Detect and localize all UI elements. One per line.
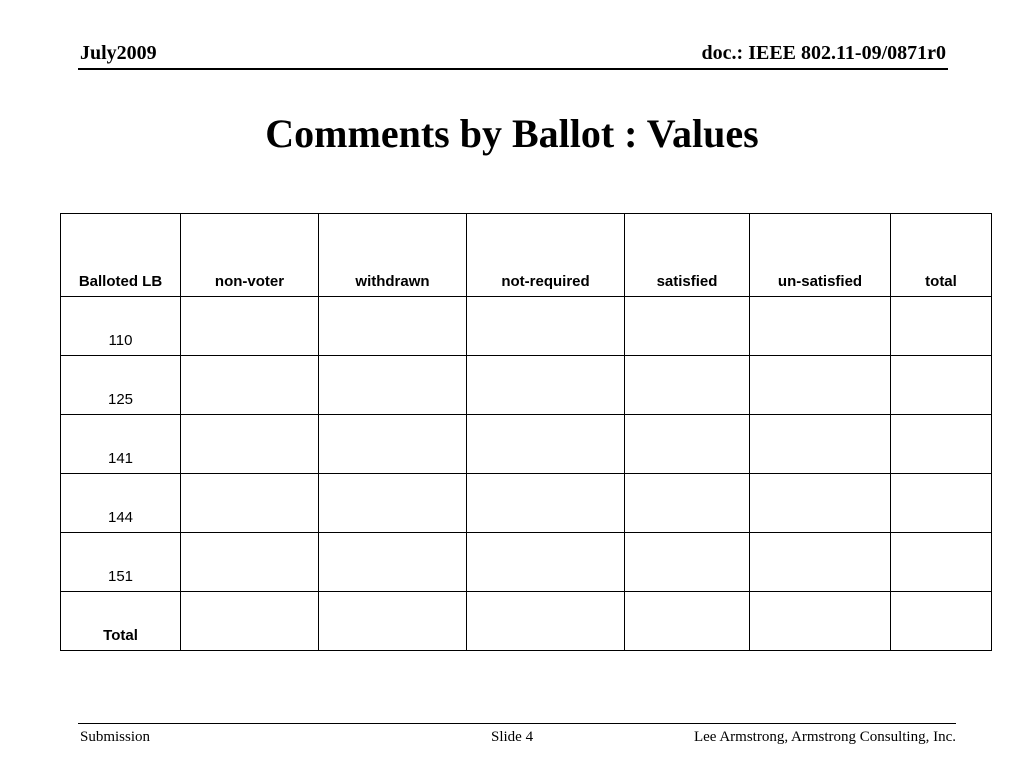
table-cell	[319, 297, 467, 356]
column-header-withdrawn: withdrawn	[319, 214, 467, 297]
row-label-total: Total	[61, 592, 181, 651]
table-total-row	[61, 592, 992, 651]
row-label-141: 141	[61, 415, 181, 474]
table-cell	[625, 533, 750, 592]
row-label-144: 144	[61, 474, 181, 533]
table-row	[61, 297, 992, 356]
ballot-values-table	[60, 213, 992, 651]
column-header-total: total	[891, 214, 992, 297]
table-row	[61, 356, 992, 415]
table-cell	[319, 533, 467, 592]
column-header-balloted-lb: Balloted LB	[61, 214, 181, 297]
table-cell	[750, 356, 891, 415]
table-cell	[750, 474, 891, 533]
column-header-un-satisfied: un-satisfied	[750, 214, 891, 297]
table-cell	[319, 415, 467, 474]
table-cell	[467, 533, 625, 592]
table-cell	[625, 415, 750, 474]
table-cell	[319, 356, 467, 415]
table-cell	[467, 592, 625, 651]
table-cell	[750, 297, 891, 356]
table-cell	[891, 474, 992, 533]
slide-header	[78, 40, 948, 70]
column-header-not-required: not-required	[467, 214, 625, 297]
footer-author: Lee Armstrong, Armstrong Consulting, Inc.	[693, 729, 956, 745]
row-label-125: 125	[61, 356, 181, 415]
table-header-row	[61, 214, 992, 297]
header-date: July2009	[80, 42, 157, 64]
row-label-110: 110	[61, 297, 181, 356]
column-header-non-voter: non-voter	[181, 214, 319, 297]
table-cell	[181, 415, 319, 474]
table-cell	[625, 474, 750, 533]
table-cell	[467, 474, 625, 533]
row-label-151: 151	[61, 533, 181, 592]
header-doc-id: doc.: IEEE 802.11-09/0871r0	[701, 42, 946, 64]
table-cell	[891, 356, 992, 415]
table-cell	[181, 592, 319, 651]
table-cell	[750, 592, 891, 651]
table-cell	[750, 415, 891, 474]
footer-submission: Submission	[80, 729, 151, 745]
table-cell	[891, 592, 992, 651]
table-cell	[181, 474, 319, 533]
slide-title: Comments by Ballot : Values	[265, 111, 759, 156]
table-row	[61, 474, 992, 533]
table-cell	[467, 415, 625, 474]
table-cell	[625, 297, 750, 356]
table-row	[61, 415, 992, 474]
footer-slide-number: Slide 4	[491, 729, 534, 745]
table-cell	[750, 533, 891, 592]
table-cell	[181, 533, 319, 592]
table-row	[61, 533, 992, 592]
table-cell	[467, 297, 625, 356]
table-cell	[181, 356, 319, 415]
table-cell	[891, 533, 992, 592]
table-cell	[625, 592, 750, 651]
table-cell	[319, 474, 467, 533]
slide-footer	[78, 723, 956, 748]
table-cell	[891, 297, 992, 356]
column-header-satisfied: satisfied	[625, 214, 750, 297]
table-cell	[625, 356, 750, 415]
table-cell	[181, 297, 319, 356]
table-cell	[319, 592, 467, 651]
table-cell	[467, 356, 625, 415]
table-cell	[891, 415, 992, 474]
